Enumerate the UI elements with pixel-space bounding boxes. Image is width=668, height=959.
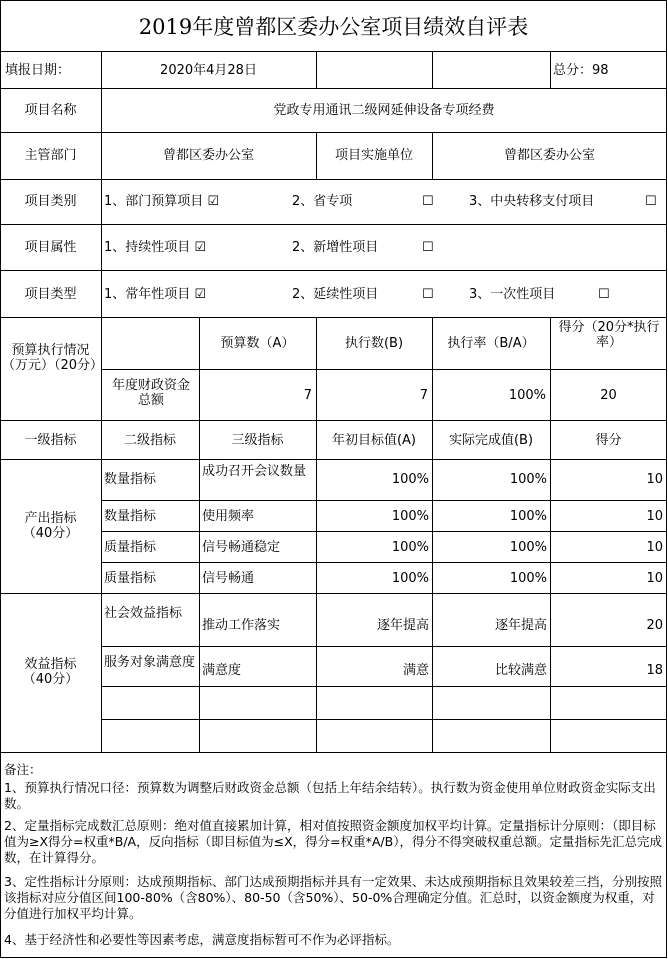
output-row-4-l3: 信号畅通	[202, 571, 255, 586]
type-opt2-checkbox: ☐	[422, 287, 434, 302]
budget-col-score: 得分（20分*执行率）	[558, 320, 660, 350]
page-title: 2019年度曾都区委办公室项目绩效自评表	[138, 15, 529, 39]
type-opt1: 1、常年性项目 ☑	[104, 287, 207, 302]
benefit-row-2-a: 满意	[402, 663, 429, 678]
attribute-opt2-checkbox: ☐	[422, 240, 434, 255]
note-4: 4、基于经济性和必要性等因素考虑，满意度指标暂可不作为必评指标。	[4, 932, 400, 947]
total-score: 总分：98	[553, 63, 609, 78]
impl-unit-value: 曾都区委办公室	[503, 148, 595, 163]
output-row-4-score: 10	[646, 571, 663, 586]
benefit-row-1-score: 20	[646, 618, 663, 633]
indicator-head-2: 二级指标	[123, 433, 176, 448]
output-row-1-l2: 数量指标	[104, 472, 157, 487]
benefit-row-1-l2: 社会效益指标	[104, 606, 183, 621]
category-opt3: 3、中央转移支付项目	[469, 194, 595, 209]
benefit-row-2-b: 比较满意	[494, 663, 547, 678]
fill-date-value: 2020年4月28日	[160, 63, 257, 78]
output-row-1-a: 100%	[391, 472, 429, 487]
indicator-head-6: 得分	[595, 433, 622, 448]
benefit-row-2-l2: 服务对象满意度	[104, 655, 196, 670]
category-opt3-checkbox: ☐	[645, 194, 657, 209]
budget-a-value: 7	[303, 388, 312, 403]
type-opt3-checkbox: ☐	[598, 287, 610, 302]
budget-row-label: 年度财政资金总额	[112, 378, 191, 408]
output-row-3-a: 100%	[391, 540, 429, 555]
benefit-row-2-score: 18	[646, 663, 663, 678]
output-row-2-score: 10	[646, 509, 663, 524]
output-row-1-score: 10	[646, 472, 663, 487]
project-name-label: 项目名称	[24, 103, 77, 118]
output-row-4-a: 100%	[391, 571, 429, 586]
output-row-3-l2: 质量指标	[104, 540, 157, 555]
budget-score-value: 20	[600, 388, 617, 403]
benefit-row-1-a: 逐年提高	[376, 618, 429, 633]
budget-col-b: 执行数(B)	[344, 336, 404, 351]
output-label: 产出指标（40分）	[22, 511, 79, 541]
note-1: 1、预算执行情况口径：预算数为调整后财政资金总额（包括上年结余结转）。执行数为资金使用单位财政资金实际支出数。	[4, 780, 656, 811]
output-row-1-l3: 成功召开会议数量	[202, 464, 307, 479]
attribute-opt1: 1、持续性项目 ☑	[104, 240, 207, 255]
department-value: 曾都区委办公室	[162, 148, 254, 163]
indicator-head-1: 一级指标	[24, 433, 77, 448]
department-label: 主管部门	[24, 148, 77, 163]
note-3: 3、定性指标计分原则：达成预期指标、部门达成预期指标并具有一定效果、未达成预期指标且效果较差三挡，分别按照该指标对应分值区间100-80%（含80%）、80-50（含50%）、50-0%合理确定分值。汇总时，以资金额度为权重，对分值进行加权平均计算。	[4, 874, 662, 921]
type-opt2: 2、延续性项目	[292, 287, 379, 302]
indicator-head-4: 年初目标值(A)	[331, 433, 417, 448]
output-row-3-l3: 信号畅通稳定	[202, 540, 281, 555]
output-row-2-l2: 数量指标	[104, 509, 157, 524]
benefit-row-1-l3: 推动工作落实	[202, 618, 281, 633]
output-row-1-b: 100%	[509, 472, 547, 487]
budget-col-rate: 执行率（B/A）	[447, 336, 535, 351]
benefit-label: 效益指标（40分）	[22, 657, 79, 687]
output-row-4-b: 100%	[509, 571, 547, 586]
benefit-row-1-b: 逐年提高	[494, 618, 547, 633]
indicator-head-3: 三级指标	[231, 433, 284, 448]
category-label: 项目类别	[24, 194, 77, 209]
output-row-4-l2: 质量指标	[104, 571, 157, 586]
note-2: 2、定量指标完成数汇总原则：绝对值直接累加计算，相对值按照资金额度加权平均计算。定量指标计分原则：（即目标值为≥X得分=权重*B/A，反向指标（即目标值为≤X，得分=权重*A/B），得分不得突破权重总额。定量指标先汇总完成数，在计算得分。	[4, 818, 662, 865]
type-label: 项目类型	[24, 287, 77, 302]
output-row-2-a: 100%	[391, 509, 429, 524]
project-name-value: 党政专用通讯二级网延伸设备专项经费	[273, 103, 495, 118]
indicator-head-5: 实际完成值(B)	[448, 433, 534, 448]
attribute-label: 项目属性	[24, 240, 77, 255]
impl-unit-label: 项目实施单位	[334, 148, 413, 163]
output-row-3-score: 10	[646, 540, 663, 555]
attribute-opt2: 2、新增性项目	[292, 240, 379, 255]
budget-b-value: 7	[419, 388, 428, 403]
output-row-3-b: 100%	[509, 540, 547, 555]
output-row-2-b: 100%	[509, 509, 547, 524]
type-opt3: 3、一次性项目	[469, 287, 556, 302]
fill-date-label: 填报日期：	[5, 63, 71, 78]
category-opt2: 2、省专项	[292, 194, 353, 209]
budget-rate-value: 100%	[508, 388, 546, 403]
benefit-row-2-l3: 满意度	[202, 663, 242, 678]
category-opt1: 1、部门预算项目 ☑	[104, 194, 220, 209]
budget-label: 预算执行情况（万元）（20分）	[2, 343, 104, 373]
notes-title: 备注：	[4, 762, 42, 777]
budget-col-a: 预算数（A）	[220, 336, 295, 351]
category-opt2-checkbox: ☐	[422, 194, 434, 209]
output-row-2-l3: 使用频率	[202, 509, 255, 524]
